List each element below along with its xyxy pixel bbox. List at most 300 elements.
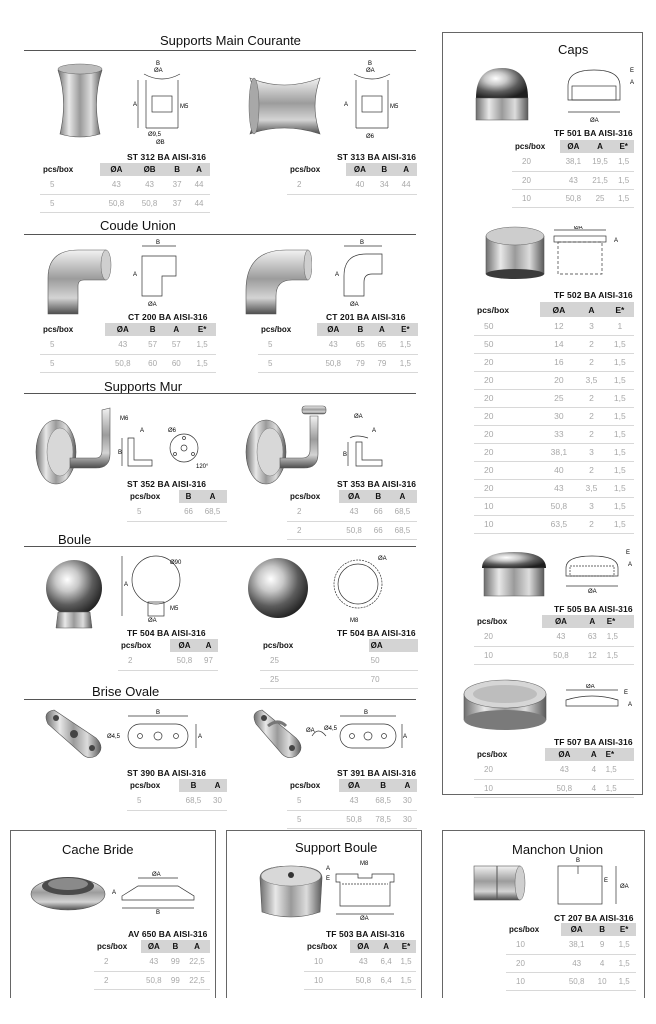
section-divider (24, 699, 416, 700)
dim-label: Ø90 (170, 560, 182, 566)
table-cell: 50 (474, 317, 540, 335)
tf502-technical-drawing (550, 226, 630, 282)
table-cell: 43 (339, 503, 368, 521)
panel-border (226, 830, 422, 831)
table-row (260, 652, 418, 670)
tf504b-product-code: TF 504 BA AISI-316 (337, 628, 416, 638)
table-cell: 50,8 (339, 521, 368, 539)
st353-product-image (240, 398, 330, 490)
table-cell: 20 (474, 389, 540, 407)
table-cell: 1,5 (606, 389, 634, 407)
table-row (474, 335, 634, 353)
st313-spec-table (287, 163, 417, 195)
table-cell: 10 (304, 971, 350, 989)
dim-label: ØA (350, 302, 359, 308)
dim-label: A (403, 734, 408, 740)
table-cell: 3 (577, 497, 605, 515)
table-cell: 6,4 (376, 953, 396, 971)
header-cell: ØB (133, 163, 166, 176)
table-row (474, 353, 634, 371)
table-cell: 20 (474, 628, 542, 646)
st353-technical-drawing (342, 408, 402, 480)
table-cell: 43 (545, 761, 584, 779)
header-cell: pcs/box (118, 639, 170, 652)
table-cell: 40 (540, 461, 577, 479)
dim-label: ØA (148, 302, 157, 308)
table-cell: 5 (287, 792, 339, 810)
table-cell: 1,5 (606, 407, 634, 425)
header-cell: pcs/box (40, 323, 105, 336)
header-cell: E* (613, 140, 634, 153)
table-cell: 43 (542, 628, 580, 646)
table-cell: 1,5 (606, 371, 634, 389)
table-cell: 43 (105, 336, 141, 354)
header-cell: A (388, 490, 417, 503)
tf501-product-code: TF 501 BA AISI-316 (554, 128, 633, 138)
table-row (287, 176, 417, 194)
section-title-support-boule: Support Boule (295, 840, 378, 855)
header-cell: pcs/box (127, 490, 179, 503)
tf504a-product-code: TF 504 BA AISI-316 (127, 628, 206, 638)
header-cell: A (587, 140, 614, 153)
tf507-product-image (460, 676, 550, 738)
av650-product-image (28, 864, 108, 916)
table-cell: 1,5 (606, 497, 634, 515)
table-row (40, 176, 210, 194)
st391-product-image (248, 704, 308, 764)
header-cell: ØA (141, 940, 167, 953)
dim-label: A (124, 582, 129, 588)
table-cell: 2 (577, 353, 605, 371)
table-cell: 43 (540, 479, 577, 497)
table-cell: 20 (474, 461, 540, 479)
table-cell: 1,5 (188, 336, 216, 354)
table-cell: 22,5 (184, 971, 210, 989)
table-cell: 16 (540, 353, 577, 371)
table-cell: 1,5 (393, 336, 418, 354)
dim-label: ØA (360, 916, 369, 922)
dim-label: A (614, 238, 619, 244)
table-cell: 12 (540, 317, 577, 335)
header-cell: E* (612, 923, 636, 936)
ct200-spec-table (40, 323, 216, 373)
table-cell: 44 (188, 194, 210, 212)
table-cell: 20 (506, 954, 561, 972)
table-cell: 10 (592, 972, 612, 990)
dim-label: E (624, 690, 629, 696)
caps-panel-border-left (442, 32, 443, 795)
header-cell: pcs/box (287, 779, 339, 792)
table-cell: 1,5 (605, 628, 634, 646)
table-cell: 5 (40, 354, 105, 372)
panel-border (10, 830, 216, 831)
header-cell: B (141, 323, 165, 336)
dim-label: ØA (586, 684, 595, 690)
dim-label: A (628, 562, 633, 568)
table-cell: 21,5 (587, 171, 614, 189)
table-row (94, 953, 210, 971)
av650-product-code: AV 650 BA AISI-316 (128, 929, 208, 939)
dim-label: B (364, 710, 369, 716)
header-cell: ØA (339, 779, 368, 792)
st390-product-code: ST 390 BA AISI-316 (127, 768, 207, 778)
table-cell: 20 (474, 443, 540, 461)
table-cell: 5 (40, 336, 105, 354)
table-row (512, 189, 634, 207)
header-cell: pcs/box (506, 923, 561, 936)
dim-label: M8 (360, 861, 369, 867)
table-cell: 10 (474, 497, 540, 515)
dim-label: M6 (120, 416, 129, 422)
section-title-supports-main-courante: Supports Main Courante (160, 33, 301, 48)
table-cell: 1,5 (604, 779, 634, 797)
tf503-product-image (256, 858, 326, 924)
table-row (40, 336, 216, 354)
table-row (474, 317, 634, 335)
tf504a-technical-drawing (118, 552, 198, 624)
st312-product-image (52, 60, 108, 140)
dim-label: B (576, 858, 581, 864)
table-cell: 60 (141, 354, 165, 372)
dim-label: A (344, 102, 349, 108)
table-cell: 20 (474, 761, 545, 779)
table-cell: 68,5 (388, 503, 417, 521)
dim-label: M5 (390, 104, 399, 110)
table-cell: 1,5 (613, 171, 634, 189)
st391-spec-table (287, 779, 417, 829)
table-cell: 60 (164, 354, 188, 372)
header-cell: B (369, 779, 398, 792)
table-cell: 37 (166, 194, 188, 212)
table-cell: 1,5 (613, 153, 634, 171)
table-cell: 1,5 (188, 354, 216, 372)
header-cell: B (166, 163, 188, 176)
table-cell: 44 (188, 176, 210, 194)
table-cell: 33 (540, 425, 577, 443)
ct200-product-code: CT 200 BA AISI-316 (128, 312, 208, 322)
table-row (474, 646, 634, 664)
header-cell: A (398, 779, 417, 792)
st313-technical-drawing (342, 58, 402, 146)
table-row (118, 652, 218, 670)
tf504a-product-image (38, 558, 112, 632)
tf503-product-code: TF 503 BA AISI-316 (326, 929, 405, 939)
dim-label: ØA (590, 118, 599, 124)
table-cell: 1,5 (606, 479, 634, 497)
table-cell: 63,5 (540, 515, 577, 533)
header-cell: A (164, 323, 188, 336)
dim-label: A (628, 702, 633, 708)
tf505-technical-drawing (560, 546, 636, 594)
table-cell: 3 (577, 317, 605, 335)
header-cell: B (373, 163, 395, 176)
table-cell: 68,5 (179, 792, 208, 810)
table-cell: 5 (287, 810, 339, 828)
tf501-product-image (470, 64, 534, 128)
dim-label: ØA (152, 872, 161, 878)
header-cell: ØA (317, 323, 350, 336)
panel-border (421, 830, 422, 998)
dim-label: E (604, 878, 609, 884)
dim-label: E (326, 876, 331, 882)
header-cell: B (167, 940, 184, 953)
table-cell: 99 (167, 971, 184, 989)
dim-label: M5 (180, 104, 189, 110)
st313-product-image (246, 70, 324, 142)
section-title-coude-union: Coude Union (100, 218, 176, 233)
header-cell: pcs/box (260, 639, 369, 652)
table-row (474, 761, 634, 779)
table-cell: 68,5 (388, 521, 417, 539)
table-cell: 50,8 (350, 971, 376, 989)
dim-label: E (626, 550, 631, 556)
table-cell: 40 (346, 176, 373, 194)
table-cell: 38,1 (540, 443, 577, 461)
table-cell: 5 (40, 176, 100, 194)
table-cell: 10 (474, 779, 545, 797)
table-cell: 4 (592, 954, 612, 972)
section-divider (24, 234, 416, 235)
st391-product-code: ST 391 BA AISI-316 (337, 768, 417, 778)
tf503-technical-drawing (322, 856, 408, 922)
table-cell: 10 (304, 953, 350, 971)
header-cell: A (371, 323, 393, 336)
table-cell: 2 (577, 461, 605, 479)
table-cell: 50 (474, 335, 540, 353)
table-row (474, 479, 634, 497)
header-cell: ØA (542, 615, 580, 628)
table-row (258, 354, 418, 372)
dim-label: ØA (378, 556, 387, 562)
header-cell: A (395, 163, 417, 176)
table-cell: 10 (474, 515, 540, 533)
tf503-spec-table (304, 940, 416, 990)
table-cell: 1,5 (606, 425, 634, 443)
header-cell: ØA (105, 323, 141, 336)
table-cell: 66 (369, 521, 388, 539)
header-cell: ØA (350, 940, 376, 953)
dim-label: Ø9,5 (148, 132, 162, 138)
ct201-product-image (242, 244, 312, 316)
st390-spec-table (127, 779, 227, 811)
table-cell: 43 (141, 953, 167, 971)
header-cell: A (208, 779, 227, 792)
table-cell: 12 (580, 646, 605, 664)
ct201-technical-drawing (332, 236, 394, 312)
table-cell: 25 (260, 652, 369, 670)
table-cell: 43 (317, 336, 350, 354)
header-cell: B (179, 490, 198, 503)
dim-label: ØA (306, 728, 315, 734)
table-cell: 78,5 (369, 810, 398, 828)
header-cell: pcs/box (287, 490, 339, 503)
dim-label: A (372, 428, 377, 434)
ct200-technical-drawing (130, 236, 190, 312)
header-cell: B (592, 923, 612, 936)
table-cell: 66 (179, 503, 198, 521)
table-row (474, 497, 634, 515)
dim-label: 120° (196, 464, 209, 470)
table-row (40, 354, 216, 372)
header-cell: A (584, 748, 604, 761)
dim-label: A (630, 80, 635, 86)
header-cell: pcs/box (304, 940, 350, 953)
header-cell: E* (606, 302, 634, 317)
dim-label: ØA (574, 226, 583, 231)
dim-label: ØA (620, 884, 629, 890)
panel-border (442, 830, 645, 831)
table-cell: 1,5 (606, 515, 634, 533)
table-row (506, 936, 636, 954)
table-cell: 1,5 (393, 354, 418, 372)
dim-label: B (156, 240, 161, 246)
table-row (474, 779, 634, 797)
tf504a-spec-table (118, 639, 218, 671)
table-cell: 43 (350, 953, 376, 971)
ct207-spec-table (506, 923, 636, 991)
av650-spec-table (94, 940, 210, 990)
table-row (127, 503, 227, 521)
header-cell: E* (604, 748, 634, 761)
table-cell: 30 (398, 810, 417, 828)
table-cell: 25 (260, 670, 369, 688)
panel-border (10, 830, 11, 998)
table-row (506, 954, 636, 972)
table-cell: 37 (166, 176, 188, 194)
table-cell: 79 (371, 354, 393, 372)
av650-technical-drawing (108, 866, 208, 914)
section-divider (24, 546, 416, 547)
st313-product-code: ST 313 BA AISI-316 (337, 152, 417, 162)
table-cell: 43 (561, 954, 592, 972)
dim-label: B (360, 240, 365, 246)
table-row (512, 153, 634, 171)
table-cell: 20 (474, 425, 540, 443)
tf502-product-image (482, 222, 548, 280)
st390-product-image (40, 704, 110, 764)
st353-spec-table (287, 490, 417, 540)
header-cell: ØA (346, 163, 373, 176)
table-cell: 5 (258, 354, 317, 372)
table-cell: 43 (339, 792, 368, 810)
st391-technical-drawing (304, 706, 408, 764)
header-cell: E* (605, 615, 634, 628)
table-cell: 50,8 (317, 354, 350, 372)
table-cell: 2 (577, 425, 605, 443)
table-cell: 50,8 (542, 646, 580, 664)
table-cell: 3,5 (577, 371, 605, 389)
table-cell: 50,8 (105, 354, 141, 372)
table-cell: 65 (371, 336, 393, 354)
table-cell: 20 (474, 371, 540, 389)
panel-border (226, 830, 227, 998)
header-cell: ØA (540, 302, 577, 317)
header-cell: pcs/box (474, 615, 542, 628)
table-cell: 50,8 (545, 779, 584, 797)
table-cell: 30 (208, 792, 227, 810)
table-cell: 2 (577, 389, 605, 407)
table-row (474, 425, 634, 443)
header-cell: A (580, 615, 605, 628)
table-cell: 20 (474, 479, 540, 497)
tf505-product-image (478, 548, 550, 600)
dim-label: B (118, 450, 123, 456)
table-cell: 2 (577, 335, 605, 353)
table-cell: 1,5 (606, 353, 634, 371)
table-cell: 1,5 (606, 443, 634, 461)
header-cell: A (376, 940, 396, 953)
table-cell: 38,1 (561, 936, 592, 954)
ct200-product-image (44, 244, 112, 316)
table-cell: 50,8 (100, 194, 133, 212)
table-cell: 20 (540, 371, 577, 389)
dim-label: A (140, 428, 145, 434)
table-cell: 20 (474, 407, 540, 425)
table-cell: 38,1 (560, 153, 587, 171)
st352-product-image (30, 400, 123, 490)
table-cell: 1,5 (606, 335, 634, 353)
table-cell: 5 (258, 336, 317, 354)
header-cell: pcs/box (287, 163, 346, 176)
table-cell: 5 (40, 194, 100, 212)
dim-label: M8 (350, 618, 359, 624)
table-row (304, 971, 416, 989)
table-cell: 1,5 (604, 761, 634, 779)
table-cell: 4 (584, 779, 604, 797)
table-cell: 25 (540, 389, 577, 407)
table-row (260, 670, 418, 688)
table-cell: 10 (506, 936, 561, 954)
table-cell: 50 (369, 652, 418, 670)
header-cell: A (188, 163, 210, 176)
dim-label: A (112, 890, 117, 896)
tf504b-spec-table (260, 639, 418, 689)
table-row (287, 503, 417, 521)
dim-label: ØB (156, 140, 165, 146)
table-cell: 20 (474, 353, 540, 371)
table-cell: 50,8 (560, 189, 587, 207)
table-row (474, 628, 634, 646)
dim-label: ØA (154, 68, 163, 74)
header-cell: ØA (560, 140, 587, 153)
tf501-spec-table (512, 140, 634, 208)
table-cell: 22,5 (184, 953, 210, 971)
table-cell: 65 (350, 336, 372, 354)
table-row (474, 389, 634, 407)
table-cell: 2 (287, 176, 346, 194)
table-cell: 43 (560, 171, 587, 189)
header-cell: pcs/box (474, 748, 545, 761)
table-row (474, 461, 634, 479)
tf505-spec-table (474, 615, 634, 665)
dim-label: E (630, 68, 635, 74)
table-cell: 2 (118, 652, 170, 670)
table-row (474, 371, 634, 389)
tf507-technical-drawing (560, 684, 636, 720)
table-row (474, 515, 634, 533)
table-cell: 68,5 (369, 792, 398, 810)
table-row (506, 972, 636, 990)
dim-label: A (133, 102, 138, 108)
table-cell: 25 (587, 189, 614, 207)
table-cell: 79 (350, 354, 372, 372)
dim-label: Ø4,5 (324, 726, 338, 732)
table-cell: 2 (94, 953, 141, 971)
st352-product-code: ST 352 BA AISI-316 (127, 479, 207, 489)
table-cell: 1 (606, 317, 634, 335)
ct207-product-code: CT 207 BA AISI-316 (554, 913, 634, 923)
table-cell: 1,5 (606, 461, 634, 479)
